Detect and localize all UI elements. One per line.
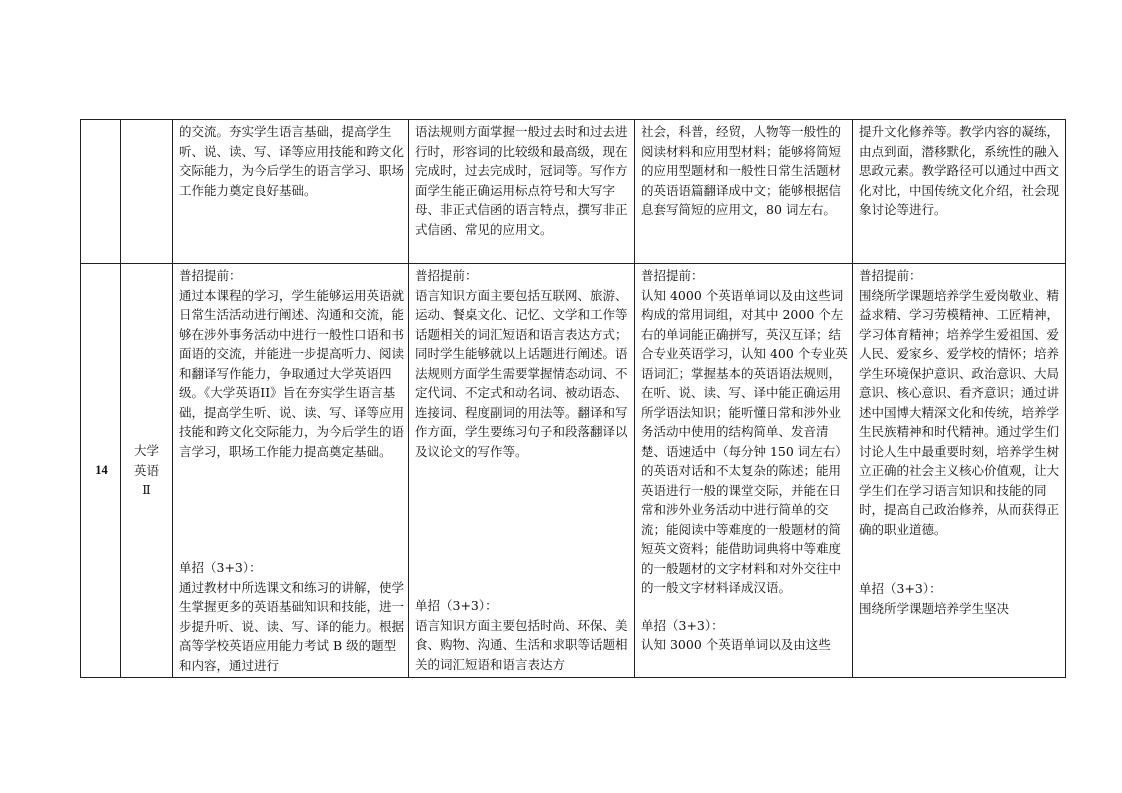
section-heading: 单招（3+3）： — [859, 581, 942, 596]
section-heading: 单招（3+3）： — [641, 617, 724, 633]
content-text: 语法规则方面掌握一般过去时和过去进行时，形容词的比较级和最高级，现在完成时，过去完成时，冠词等。写作方面学生能正确运用标点符号和大写字母、非正式信函的语言特点，撰写非正式信函、常见的应用文。 — [415, 124, 628, 237]
goal-text: 通过本课程的学习，学生能够运用英语就日常生活活动进行阐述、沟通和交流，能够在涉外事务活动中进行一般性口语和书面语的交流，并能进一步提高听力、阅读和翻译写作能力，争取通过大学英语四级。《大学英语II》旨在夯实学生语言基础，提高学生听、说、读、写、译等应用技能和跨文化交际能力，为今后学生的语言学习，职场工作能力提高奠定基础。 — [179, 287, 405, 459]
ideology-text: 围绕所学课题培养学生坚决 — [859, 600, 1010, 616]
requirement-text: 认知 3000 个英语单词以及由这些 — [641, 637, 831, 652]
content-text: 语言知识方面主要包括互联网、旅游、运动、餐桌文化、记忆、文学和工作等话题相关的词汇短语和语言表达方式；同时学生能够就以上话题进行阐述。语法规则方面学生需要掌握情态动词、不定代词、不定式和动名词、被动语态、连接词、程度副词的用法等。翻译和写作方面，学生要练习句子和段落翻译以及议论文的写作等。 — [415, 287, 628, 459]
course-name-line: 大学 — [133, 443, 159, 459]
ideology-text: 围绕所学课题培养学生爱岗敬业、精益求精、学习劳模精神、工匠精神，学习体育精神；培养学生爱祖国、爱人民、爱家乡、爱学校的情怀；培养学生环境保护意识、政治意识、大局意识、核心意识、看齐意识；通过讲述中国博大精深文化和传统，培养学生民族精神和时代精神。通过学生们讨论人生中最重要时刻，培养学生树立正确的社会主义核心价值观，让大学生们在学习语言知识和技能的同时，提高自己政治修养，从而获得正确的职业道德。 — [859, 287, 1060, 537]
course-name-line: 英语 — [133, 462, 159, 478]
row-number-cell — [81, 120, 121, 264]
requirement-cell — [635, 264, 853, 678]
content-text: 语言知识方面主要包括时尚、环保、美食、购物、沟通、生活和求职等话题相关的词汇短语和语言表达方 — [415, 617, 628, 672]
goal-cell — [173, 120, 409, 264]
ideology-text: 提升文化修养等。教学内容的凝练，由点到面，潜移默化，系统性的融入思政元素。教学路径可以通过中西文化对比，中国传统文化介绍，社会现象讨论等进行。 — [859, 124, 1060, 217]
section-heading: 普招提前： — [859, 268, 922, 283]
requirement-cell — [635, 120, 853, 264]
goal-text: 的交流。夯实学生语言基础，提高学生听、说、读、写、译等应用技能和跨文化交际能力，为今后学生的语言学习、职场工作能力奠定良好基础。 — [179, 124, 405, 198]
goal-text: 通过教材中所选课文和练习的讲解，使学生掌握更多的英语基础知识和技能，进一步提升听、说、读、写、译的能力。根据高等学校英语应用能力考试 B 级的题型和内容，通过进行 — [179, 579, 405, 673]
table-row-previous — [81, 120, 1066, 264]
curriculum-table — [80, 119, 1066, 678]
section-heading: 普招提前： — [415, 268, 478, 283]
section-heading: 单招（3+3）： — [415, 598, 498, 613]
row-number-cell: 14 — [81, 264, 121, 678]
table-row-14 — [81, 264, 1066, 678]
section-heading: 普招提前： — [641, 268, 704, 283]
course-name-cell — [121, 264, 173, 678]
ideology-cell — [853, 264, 1066, 678]
course-name-cell — [121, 120, 173, 264]
requirement-text: 认知 4000 个英语单词以及由这些词构成的常用词组，对其中 2000 个左右的单词能正确拼写，英汉互译；结合专业英语学习，认知 400 个专业英语词汇；掌握基本的英语语法规则，在听、说、读、写、译中能正确运用所学语法知识；能听懂日常和涉外业务活动中使用的结构简单、发音清楚、语速适中（每分钟 150 词左右）的英语对话和不太复杂的陈述；能用英语进行一般的课堂交际，并能在日常和涉外业务活动中进行简单的交流；能阅读中等难度的一般题材的简短英文资料；能借助词典将中等难度的一般题材的文字材料和对外交往中的一般文字材料译成汉语。 — [641, 287, 848, 595]
requirement-text: 社会，科普，经贸，人物等一般性的阅读材料和应用型材料；能够将简短的应用型题材和一般性日常生活题材的英语语篇翻译成中文；能够根据信息套写简短的应用文，80 词左右。 — [641, 124, 842, 217]
section-heading: 单招（3+3）： — [179, 560, 262, 575]
goal-cell — [173, 264, 409, 678]
ideology-cell — [853, 120, 1066, 264]
section-heading: 普招提前： — [179, 268, 242, 283]
content-cell — [409, 264, 635, 678]
content-cell — [409, 120, 635, 264]
course-name-line: Ⅱ — [142, 482, 151, 498]
